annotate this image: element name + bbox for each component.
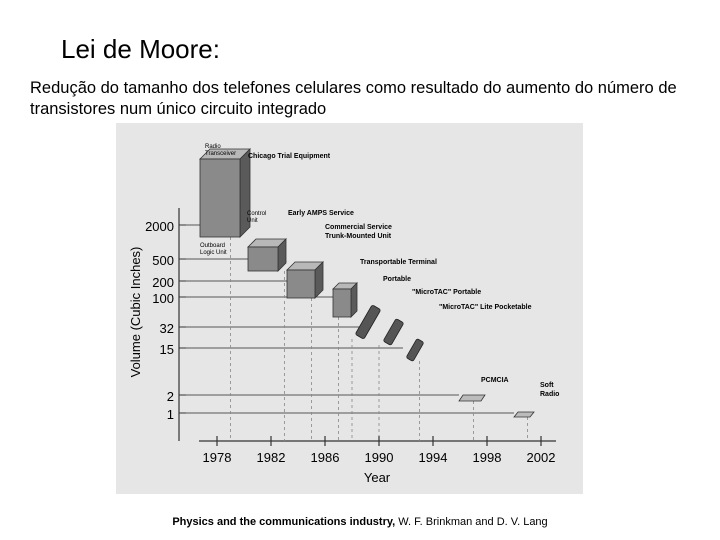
y-tick-label: 1 xyxy=(166,407,174,422)
device-mark xyxy=(333,283,357,317)
device-mark xyxy=(383,318,404,345)
caption-authors: W. F. Brinkman and D. V. Lang xyxy=(395,516,548,528)
y-tick-label: 2000 xyxy=(145,219,174,234)
annotation-label: Radio Transceiver xyxy=(205,144,237,157)
device-label: Commercial Service Trunk-Mounted Unit xyxy=(325,224,392,240)
device-label: Transportable Terminal xyxy=(360,259,437,266)
source-caption xyxy=(0,516,720,528)
device-mark xyxy=(514,412,534,417)
slide-subtitle: Redução do tamanho dos telefones celulares como resultado do aumento do número de transistores num único circuito integrado xyxy=(30,79,677,118)
x-tick-label: 1982 xyxy=(256,450,286,465)
device-mark xyxy=(287,262,323,298)
x-tick-label: 2002 xyxy=(526,450,556,465)
x-tick-label: 1998 xyxy=(472,450,502,465)
x-tick-label: 1978 xyxy=(202,450,232,465)
chart-svg xyxy=(116,123,583,494)
device-mark xyxy=(200,149,250,237)
y-tick-label: 100 xyxy=(152,291,174,306)
y-tick-label: 500 xyxy=(152,253,174,268)
x-axis-title: Year xyxy=(363,470,391,485)
device-label: Chicago Trial Equipment xyxy=(248,153,331,160)
device-label: Soft Radio xyxy=(540,382,560,398)
device-mark xyxy=(248,239,286,271)
x-tick-label: 1986 xyxy=(310,450,340,465)
x-tick-label: 1994 xyxy=(418,450,448,465)
device-label: Early AMPS Service xyxy=(288,210,354,217)
device-mark xyxy=(459,395,485,401)
y-axis-title: Volume (Cubic Inches) xyxy=(128,246,143,378)
device-label: "MicroTAC" Lite Pocketable xyxy=(439,304,532,311)
annotation-label: Outboard Logic Unit xyxy=(200,243,227,256)
device-mark xyxy=(355,305,381,339)
caption-title: Physics and the communications industry, xyxy=(172,516,396,528)
y-tick-label: 200 xyxy=(152,275,174,290)
y-tick-label: 15 xyxy=(159,342,174,357)
y-tick-label: 32 xyxy=(159,321,174,336)
device-mark xyxy=(406,338,424,361)
device-label: PCMCIA xyxy=(481,377,509,384)
annotation-label: Control Unit xyxy=(247,211,267,224)
chart-figure xyxy=(116,123,583,494)
device-label: Portable xyxy=(383,276,412,283)
y-tick-label: 2 xyxy=(166,389,174,404)
slide-title: Lei de Moore: xyxy=(61,34,220,64)
device-label: "MicroTAC" Portable xyxy=(412,289,482,296)
x-tick-label: 1990 xyxy=(364,450,394,465)
